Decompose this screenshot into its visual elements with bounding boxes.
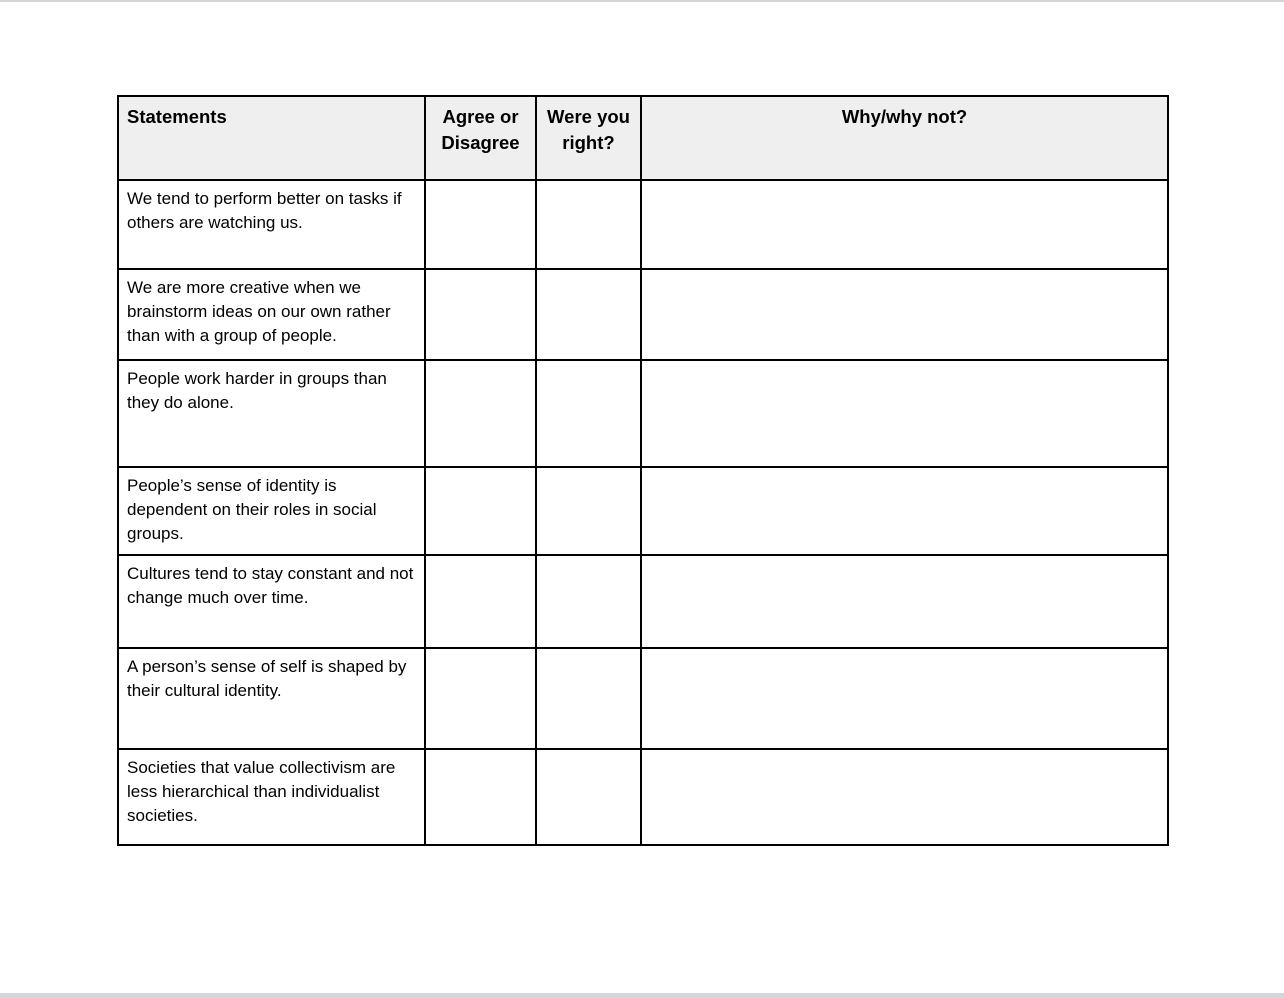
agree-cell[interactable] [425, 467, 536, 555]
agree-cell[interactable] [425, 360, 536, 467]
statement-cell: We are more creative when we brainstorm ideas on our own rather than with a group of people. [118, 269, 425, 360]
why-cell[interactable] [641, 749, 1168, 845]
why-cell[interactable] [641, 180, 1168, 269]
table-row [118, 749, 1168, 845]
header-statements: Statements [118, 96, 425, 180]
worksheet-page [117, 95, 1169, 846]
right-cell[interactable] [536, 269, 641, 360]
why-cell[interactable] [641, 360, 1168, 467]
agree-cell[interactable] [425, 648, 536, 749]
table-row [118, 180, 1168, 269]
statement-cell: A person’s sense of self is shaped by their cultural identity. [118, 648, 425, 749]
bottom-frame-bar [0, 993, 1284, 998]
statement-cell: We tend to perform better on tasks if others are watching us. [118, 180, 425, 269]
table-row [118, 467, 1168, 555]
right-cell[interactable] [536, 467, 641, 555]
table-row [118, 648, 1168, 749]
right-cell[interactable] [536, 749, 641, 845]
statement-cell: Societies that value collectivism are less hierarchical than individualist societies. [118, 749, 425, 845]
right-cell[interactable] [536, 180, 641, 269]
top-frame-bar [0, 0, 1284, 2]
table-header-row [118, 96, 1168, 180]
header-were-you-right: Were you right? [536, 96, 641, 180]
statements-table [117, 95, 1169, 846]
table-row [118, 269, 1168, 360]
why-cell[interactable] [641, 269, 1168, 360]
statement-cell: People work harder in groups than they do alone. [118, 360, 425, 467]
right-cell[interactable] [536, 648, 641, 749]
statement-cell: People’s sense of identity is dependent on their roles in social groups. [118, 467, 425, 555]
header-agree-or-disagree: Agree or Disagree [425, 96, 536, 180]
table-row [118, 360, 1168, 467]
right-cell[interactable] [536, 555, 641, 648]
agree-cell[interactable] [425, 749, 536, 845]
why-cell[interactable] [641, 648, 1168, 749]
why-cell[interactable] [641, 555, 1168, 648]
table-row [118, 555, 1168, 648]
why-cell[interactable] [641, 467, 1168, 555]
statement-cell: Cultures tend to stay constant and not change much over time. [118, 555, 425, 648]
header-why-why-not: Why/why not? [641, 96, 1168, 180]
agree-cell[interactable] [425, 269, 536, 360]
agree-cell[interactable] [425, 180, 536, 269]
agree-cell[interactable] [425, 555, 536, 648]
right-cell[interactable] [536, 360, 641, 467]
